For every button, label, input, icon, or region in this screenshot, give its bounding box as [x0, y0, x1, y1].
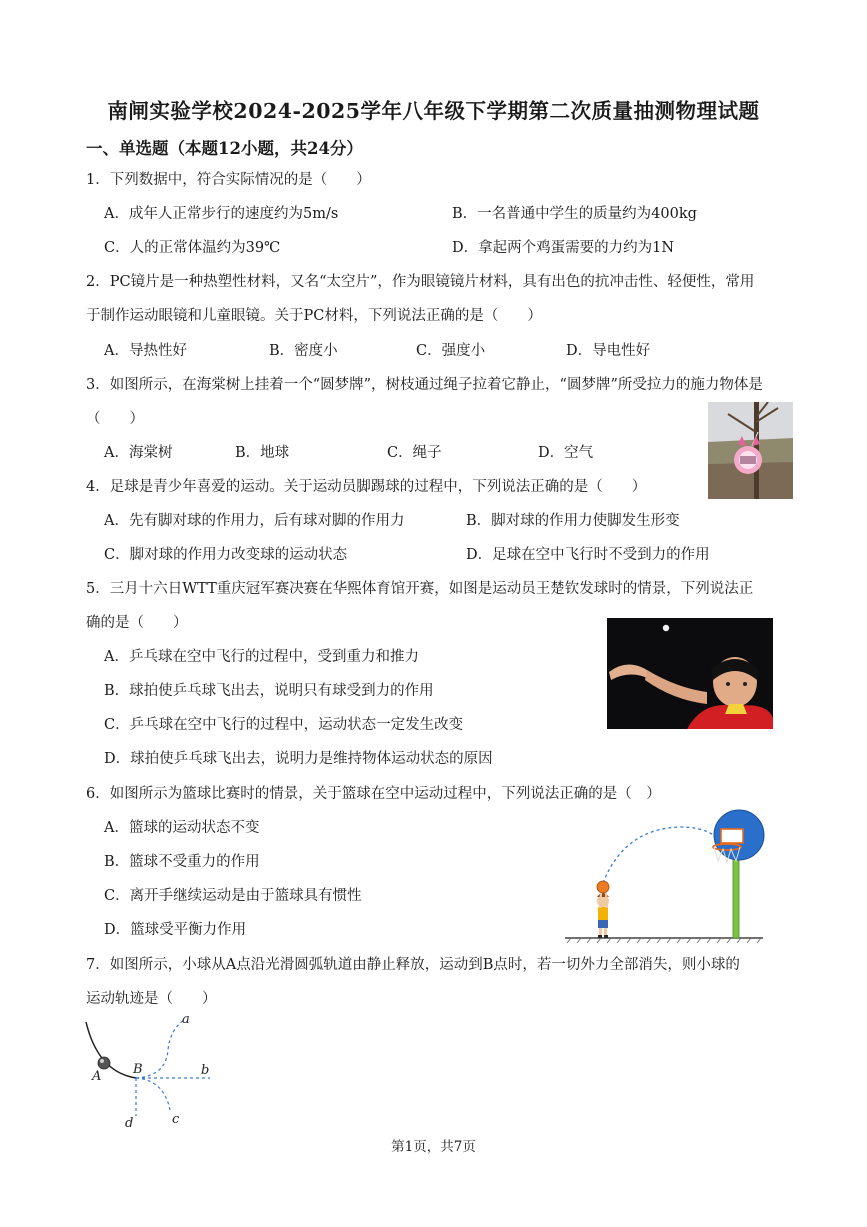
question-5-stem-line-1: 5．三月十六日WTT重庆冠军赛决赛在华熙体育馆开赛，如图是运动员王楚钦发球时的情景，下列说法正	[86, 581, 754, 597]
figure-tree-sign-photo	[708, 402, 793, 499]
page-footer: 第1页，共7页	[391, 1139, 476, 1155]
q3-option-b: B．地球	[235, 445, 290, 461]
section-heading: 一、单选题（本题12小题，共24分）	[86, 139, 363, 158]
question-6-stem: 6．如图所示为篮球比赛时的情景，关于篮球在空中运动过程中，下列说法正确的是（ ）	[86, 786, 661, 802]
figure-table-tennis-photo	[607, 618, 773, 729]
q4-option-a: A．先有脚对球的作用力，后有球对脚的作用力	[104, 513, 405, 529]
q3-option-d: D．空气	[538, 445, 594, 461]
figure-basketball-diagram	[565, 805, 770, 943]
question-7-stem-line-1: 7．如图所示，小球从A点沿光滑圆弧轨道由静止释放，运动到B点时，若一切外力全部消失，则小球的	[86, 957, 740, 973]
question-4-stem: 4．足球是青少年喜爱的运动。关于运动员脚踢球的过程中，下列说法正确的是（ ）	[86, 479, 647, 495]
question-3-stem-line-2: （ ）	[86, 411, 144, 427]
q4-option-b: B．脚对球的作用力使脚发生形变	[466, 513, 680, 529]
question-2-stem-line-1: 2．PC镜片是一种热塑性材料，又名“太空片”，作为眼镜镜片材料，具有出色的抗冲击性、轻便性，常用	[86, 274, 755, 290]
q1-option-a: A．成年人正常步行的速度约为5m/s	[104, 206, 339, 222]
q2-option-c: C．强度小	[416, 343, 486, 359]
q1-option-b: B．一名普通中学生的质量约为400kg	[452, 206, 697, 222]
q3-option-a: A．海棠树	[104, 445, 173, 461]
question-7-stem-line-2: 运动轨迹是（ ）	[86, 991, 217, 1007]
q6-option-b: B．篮球不受重力的作用	[104, 854, 260, 870]
q6-option-d: D．篮球受平衡力作用	[104, 922, 247, 938]
q2-option-b: B．密度小	[269, 343, 338, 359]
label-point-b: B	[133, 1062, 143, 1077]
question-5-stem-line-2: 确的是（ ）	[86, 615, 188, 631]
label-b: b	[201, 1063, 210, 1078]
question-2-stem-line-2: 于制作运动眼镜和儿童眼镜。关于PC材料，下列说法正确的是（ ）	[86, 308, 542, 324]
q5-option-d: D．球拍使乒乓球飞出去，说明力是维持物体运动状态的原因	[104, 751, 493, 767]
q3-option-c: C．绳子	[387, 445, 442, 461]
q5-option-c: C．乒乓球在空中飞行的过程中，运动状态一定发生改变	[104, 717, 464, 733]
q6-option-c: C．离开手继续运动是由于篮球具有惯性	[104, 888, 362, 904]
label-c: c	[172, 1112, 180, 1127]
q1-option-d: D．拿起两个鸡蛋需要的力约为1N	[452, 240, 675, 256]
page-title: 南闸实验学校2024-2025学年八年级下学期第二次质量抽测物理试题	[107, 99, 760, 123]
q2-option-a: A．导热性好	[104, 343, 187, 359]
figure-arc-track-trajectories	[84, 1010, 224, 1130]
q5-option-b: B．球拍使乒乓球飞出去，说明只有球受到力的作用	[104, 683, 434, 699]
q6-option-a: A．篮球的运动状态不变	[104, 820, 260, 836]
q5-option-a: A．乒乓球在空中飞行的过程中，受到重力和推力	[104, 649, 419, 665]
q2-option-d: D．导电性好	[566, 343, 651, 359]
q4-option-c: C．脚对球的作用力改变球的运动状态	[104, 547, 348, 563]
question-1-stem: 1．下列数据中，符合实际情况的是（ ）	[86, 172, 371, 188]
label-d: d	[125, 1116, 134, 1130]
label-point-a: A	[92, 1069, 102, 1084]
label-a: a	[182, 1012, 190, 1027]
question-3-stem-line-1: 3．如图所示，在海棠树上挂着一个“圆梦牌”，树枝通过绳子拉着它静止，“圆梦牌”所受拉力的施力物体是	[86, 377, 763, 393]
q1-option-c: C．人的正常体温约为39℃	[104, 240, 281, 256]
q4-option-d: D．足球在空中飞行时不受到力的作用	[466, 547, 710, 563]
